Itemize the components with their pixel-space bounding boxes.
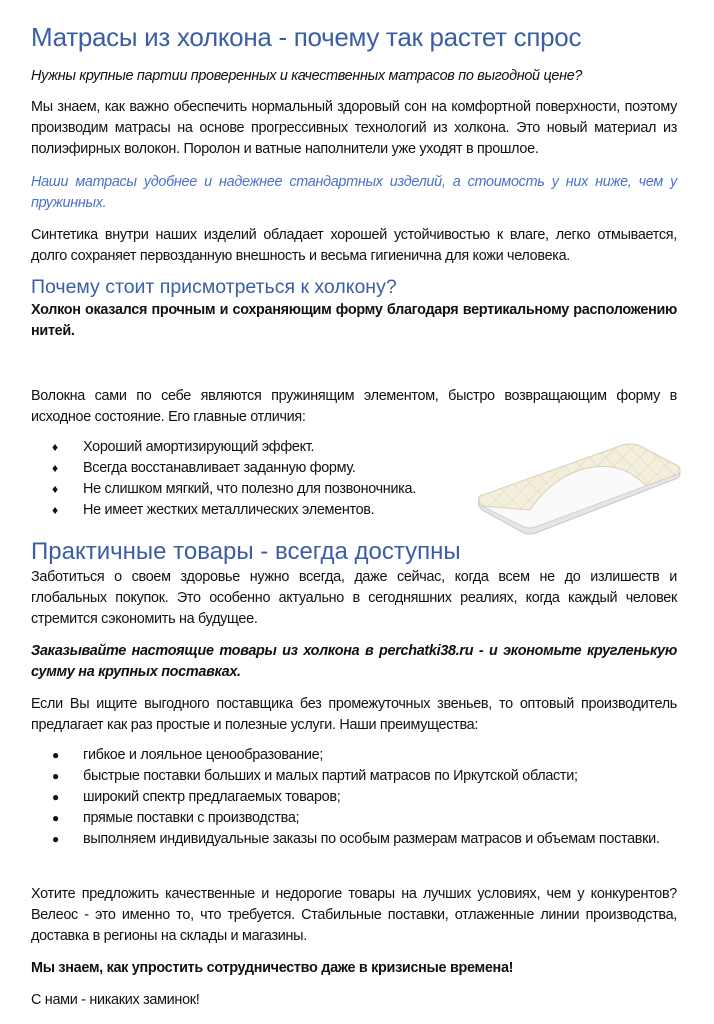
mattress-image [470, 440, 690, 540]
list-item: ● быстрые поставки больших и малых партий матрасов по Иркутской области; [52, 766, 677, 787]
page-title: Матрасы из холкона - почему так растет спрос [31, 22, 582, 52]
bullet-dot-icon: ● [52, 811, 59, 825]
paragraph-fibers: Волокна сами по себе являются пружинящим элементом, быстро возвращающим форму в исходное состояние. Его главные отличия: [31, 388, 677, 425]
diamond-bullet-icon: ♦ [52, 503, 58, 517]
list-item: ♦ Не имеет жестких металлических элементов. [52, 500, 472, 521]
highlight-paragraph: Наши матрасы удобнее и надежнее стандартных изделий, а стоимость у них ниже, чем у пружинных. [31, 174, 677, 211]
section-heading-why-holkon: Почему стоит присмотреться к холкону? [31, 276, 397, 298]
section-lead-bold: Холкон оказался прочным и сохраняющим форму благодаря вертикальному расположению нитей. [31, 302, 677, 339]
paragraph-supplier: Если Вы ищите выгодного поставщика без промежуточных звеньев, то оптовый производитель предлагает как раз простые и полезные услуги. Наши преимущества: [31, 696, 677, 733]
list-item: ♦ Хороший амортизирующий эффект. [52, 437, 472, 458]
closing-bold: Мы знаем, как упростить сотрудничество даже в кризисные времена! [31, 960, 514, 976]
paragraph-synthetics: Синтетика внутри наших изделий обладает хорошей устойчивостью к влаге, легко отмывается, долго сохраняет первозданную внешность и весьма гигиенична для кожи человека. [31, 227, 677, 264]
advantages-list [52, 745, 677, 850]
bullet-dot-icon: ● [52, 748, 59, 762]
list-item: ● широкий спектр предлагаемых товаров; [52, 787, 677, 808]
diamond-bullet-icon: ♦ [52, 482, 58, 496]
paragraph-health: Заботиться о своем здоровье нужно всегда, даже сейчас, когда всем не до излишеств и глобальных покупок. Это особенно актуально в сегодняшних реалиях, когда каждый человек стремится сэкономить на будущее. [31, 569, 677, 627]
closing-line: С нами - никаких заминок! [31, 992, 200, 1008]
diamond-bullet-icon: ♦ [52, 440, 58, 454]
paragraph-offer: Хотите предложить качественные и недорогие товары на лучших условиях, чем у конкурентов? Велеос - это именно то, что требуется. Стабильные поставки, отлаженные линии производства, доставка в регионы на склады и магазины. [31, 886, 677, 944]
list-item: ♦ Всегда восстанавливает заданную форму. [52, 458, 472, 479]
list-item: ● гибкое и лояльное ценообразование; [52, 745, 677, 766]
section-heading-practical-goods: Практичные товары - всегда доступны [31, 538, 461, 565]
bullet-dot-icon: ● [52, 832, 59, 846]
list-item: ● выполняем индивидуальные заказы по особым размерам матрасов и объемам поставки. [52, 829, 677, 850]
list-item: ♦ Не слишком мягкий, что полезно для позвоночника. [52, 479, 472, 500]
features-list [52, 437, 472, 521]
paragraph-intro: Мы знаем, как важно обеспечить нормальный здоровый сон на комфортной поверхности, поэтому производим матрасы на основе прогрессивных технологий из холкона. Это новый материал из полиэфирных волокон. Поролон и ватные наполнители уже уходят в прошлое. [31, 99, 677, 157]
intro-question: Нужны крупные партии проверенных и качественных матрасов по выгодной цене? [31, 68, 583, 84]
diamond-bullet-icon: ♦ [52, 461, 58, 475]
bullet-dot-icon: ● [52, 790, 59, 804]
cta-paragraph: Заказывайте настоящие товары из холкона в perchatki38.ru - и экономьте кругленькую сумму на крупных поставках. [31, 643, 677, 680]
bullet-dot-icon: ● [52, 769, 59, 783]
list-item: ● прямые поставки с производства; [52, 808, 677, 829]
